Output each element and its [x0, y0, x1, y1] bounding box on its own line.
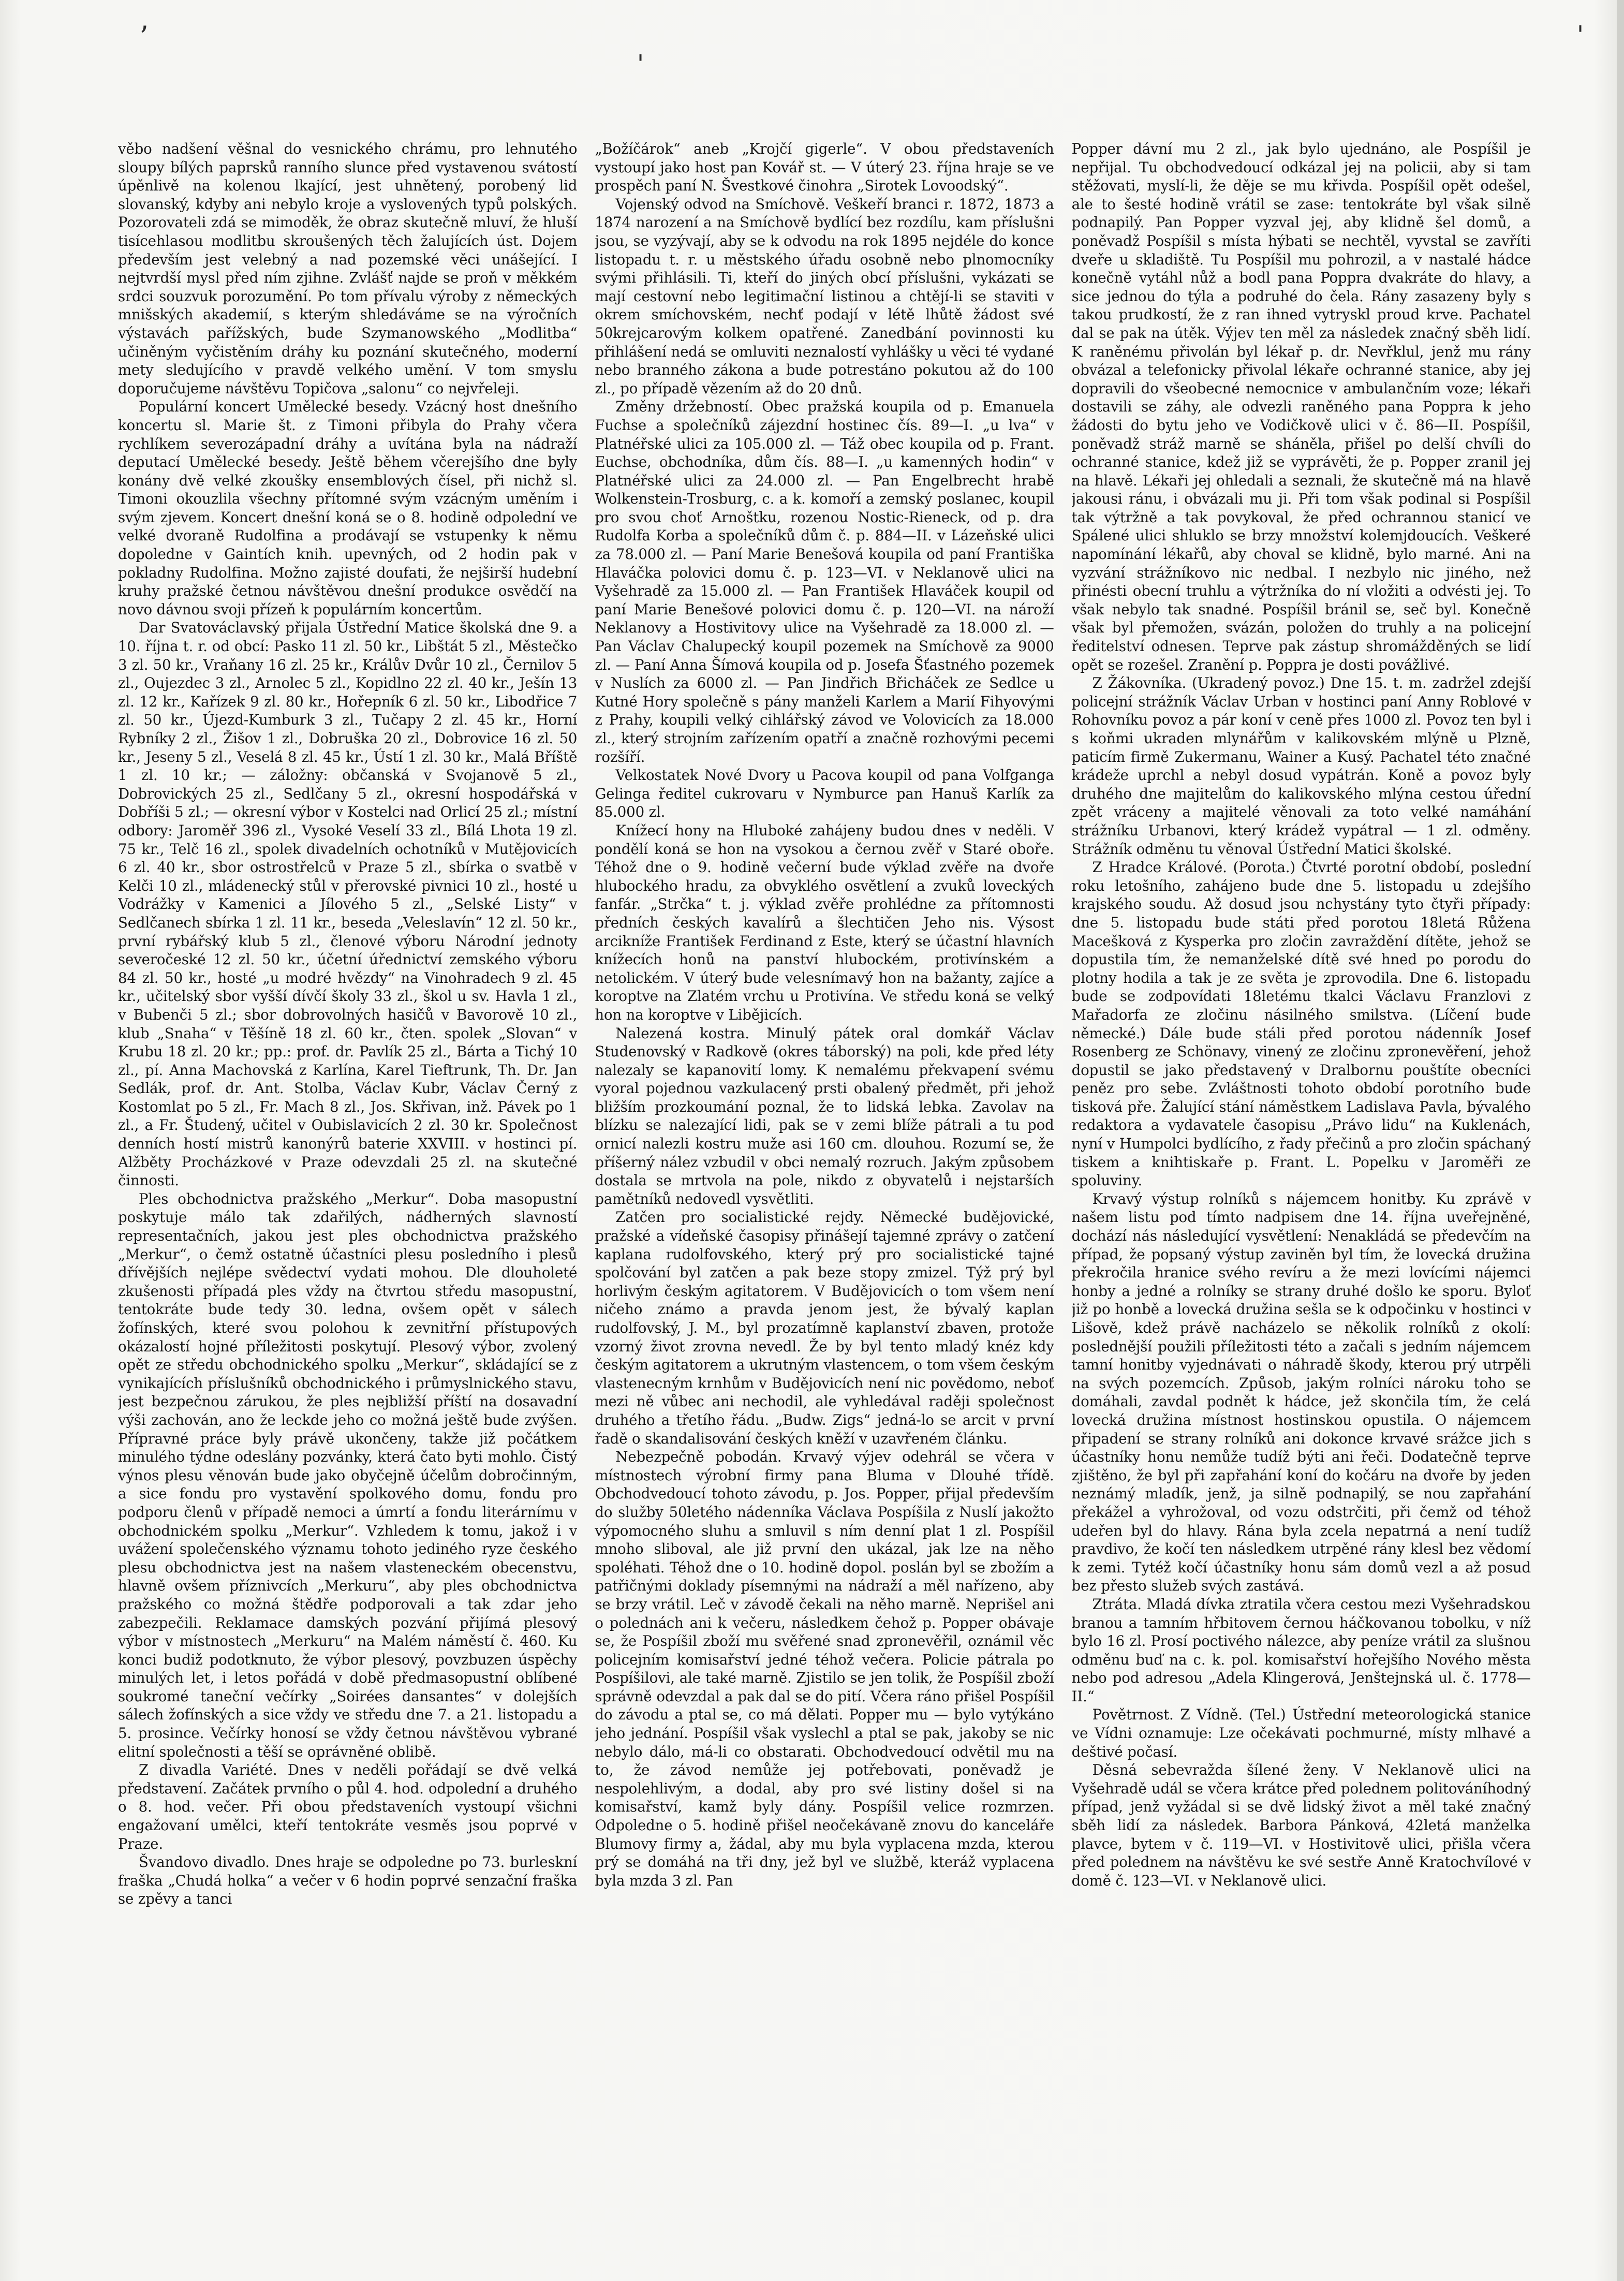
column-middle [595, 140, 1054, 2226]
article-paragraph: Z Hradce Králové. (Porota.) Čtvrté porotní období, poslední roku letošního, zahájeno bude dne 5. listopadu u zdejšího krajského soudu. Až dosud jsou nchystány tyto čtyři případy: dne 5. listopadu bude státi před porotou 18letá Růžena Macešková z Kysperka pro zločin zavraždění dítěte, jehož se dopustila tím, že nemanželské dítě své hned po porodu do plotny hodila a tak je ze světa je zprovodila. Dne 6. listopadu bude se zodpovídati 18letému tkalci Václavu Franzlovi z Mařadorfa ze zločinu násilného smilstva. (Líčení bude německé.) Dále bude stáli před porotou nádenník Josef Rosenberg ze Schönavy, vinený ze zločinu zpronevěření, jehož dopustil se jako představený v Dralbornu pouštíte obecníci peněz pro sebe. Zvláštnosti tohoto období porotního bude tisková pře. Žalující stání náměstkem Ladislava Pavla, bývalého redaktora a vydavatele časopisu „Právo lidu“ na Kuklenách, nyní v Humpolci bydlícího, z řady přečinů a pro zločin spáchaný tiskem a knihtiskaře p. Frant. L. Popelku v Jaroměři ze spoluviny. [1071, 859, 1531, 1189]
article-paragraph: Nebezpečně pobodán. Krvavý výjev odehrál se včera v místnostech výrobní firmy pana Bluma v Dlouhé třídě. Obchodvedoucí tohoto závodu, p. Jos. Popper, přijal především do služby 50letého nádenníka Václava Pospíšila z Nuslí jakožto výpomocného sluhu a smluvil s ním denní plat 1 zl. Pospíšil mnoho sliboval, ale již první den ukázal, jak lze na něho spoléhati. Téhož dne o 10. hodině dopol. poslán byl se zbožím a patřičnými doklady písemnými na nádraží a měl nařízeno, aby se brzy vrátil. Leč v závodě čekali na něho marně. Neprišel ani o polednách ani k večeru, následkem čehož p. Popper obávaje se, že Pospíšil zboží mu svěřené snad zpronevěřil, oznámil věc policejním komisařství jedné téhož večera. Policie pátrala po Pospíšilovi, ale také marně. Zjistilo se jen tolik, že Pospíšil zboží správně odevzdal a pak dal se do pití. Včera ráno přišel Pospíšil do závodu a ptal se, co má dělati. Popper mu — bylo vytýkáno jeho jednání. Pospíšil však vyslechl a ptal se pak, jakoby se nic nebylo dálo, má-li co obstarati. Obchodvedoucí odvětil mu na to, že závod nemůže jej potřebovati, poněvadž je nespolehlivým, a dodal, aby pro své listiny došel si na komisařství, kamž byly dány. Pospíšil velice rozmrzen. Odpoledne o 5. hodině přišel neočekávaně znovu do kanceláře Blumovy firmy a, žádal, aby mu byla vyplacena mzda, kterou prý se domáhá na tři dny, jež byl ve službě, kteráž vyplacena byla mzda 3 zl. Pan [595, 1448, 1054, 1889]
margin-mark: ˈ [637, 50, 644, 82]
article-paragraph: věbo nadšení věšnal do vesnického chrámu, pro lehnutého sloupy bílých paprsků ranního slunce před vystavenou svátostí úpěnlivě na kolenou lkající, jest uhnětený, porobený lid slovanský, kdyby ani nebylo kroje a vyslovených typů polských. Pozorovateli zdá se mimoděk, že obraz skutečně mluví, že hluší tisícehlasou modlitbu skroušených těch žalujících úst. Dojem především jest velebný a nad pozemské věci unášející. I nejtvrdší mysl před ním zjihne. Zvlášť najde se proň v měkkém srdci souzvuk porozumění. Po tom přívalu výroby z německých mnišských akademií, s kterým shledáváme se na výročních výstavách pařížských, bude Szymanowského „Modlitba“ učiněným vyčistěním dráhy ku poznání skutečného, moderní mety sledujícího v pravdě velkého umění. V tom smyslu doporučujeme návštěvu Topičova „salonu“ co nejvřeleji. [118, 140, 578, 397]
article-paragraph: Z divadla Variété. Dnes v neděli pořádají se dvě velká představení. Začátek prvního o půl 4. hod. odpolední a druhého o 8. hod. večer. Při obou představeních vystoupí všichni engažovaní umělci, kteří tentokráte vesměs jsou poprvé v Praze. [118, 1761, 578, 1852]
article-paragraph: Populární koncert Umělecké besedy. Vzácný host dnešního koncertu sl. Marie št. z Timoni přibyla do Prahy včera rychlíkem severozápadní dráhy a uvítána byla na nádraží deputací Umělecké besedy. Ještě během včerejšího dne byly konány dvě velké zkoušky ensemblových čísel, při nichž sl. Timoni okouzlila všechny přítomné svým vzácným uměním i svým zjevem. Koncert dnešní koná se o 8. hodině odpolední ve velké dvoraně Rudolfina a prodávají se vstupenky k němu dopoledne v Gaintích knih. upevných, od 2 hodin pak v pokladny Rudolfina. Možno zajisté doufati, že nejširší hudební kruhy pražské četnou návštěvou dnešní produkce osvědčí na novo dávnou svoji přízeň k populárním koncertům. [118, 398, 578, 618]
article-paragraph: „Božíčárok“ aneb „Krojčí gigerle“. V obou představeních vystoupí jako host pan Kovář st. — V úterý 23. října hraje se ve prospěch paní N. Švestkové činohra „Sirotek Lovoodský“. [595, 140, 1054, 195]
page-edge [1617, 0, 1624, 2281]
article-paragraph: Vojenský odvod na Smíchově. Veškeří branci r. 1872, 1873 a 1874 narození a na Smíchově bydlící bez rozdílu, kam příslušni jsou, se vyzývají, aby se k odvodu na rok 1895 nejdéle do konce listopadu t. r. u městského úřadu osobně nebo plnomocníky svými přihlásili. Ti, kteří do jiných obcí příslušni, vykázati se mají cestovní nebo legitimační listinou a chtějí-li se staviti v okrem smíchovském, nechť podají v létě lhůtě žádost své 50krejcarovým kolkem opatřené. Zanedbání povinnosti ku přihlášení nedá se omluviti neznalostí vyhlášky u věci té vydané nebo branného zákona a bude potrestáno pokutou až do 100 zl., po případě vězením až do 20 dnů. [595, 195, 1054, 397]
column-left [118, 140, 577, 2226]
article-paragraph: Velkostatek Nové Dvory u Pacova koupil od pana Volfganga Gelinga ředitel cukrovaru v Nymburce pan Hanuš Karlík za 85.000 zl. [595, 767, 1054, 821]
article-paragraph: Krvavý výstup rolníků s nájemcem honitby. Ku zprávě v našem listu pod tímto nadpisem dne 14. října uveřejněné, dochází nás následující vysvětlení: Nenakládá se předevčím na případ, že popsaný výstup zaviněn byl tím, že lovecká družina překročila hranice svého revíru a že mezi lovícími nájemci honby a jedné a rolníky se strany druhé došlo ke sporu. Byloť již po honbě a lovecká družina sešla se k odpočinku v hostinci v Lišově, kdež právě nacházelo se několik rolníků z okolí: poslednější použili příležitosti této a začali s jedním nájemcem tamní honitby vyjednávati o náhradě škody, kterou prý utrpěli na svých pozemcích. Způsob, jakým rolníci nároku toho se domáhali, zavdal podnět k hádce, jež skončila tím, že celá lovecká družina místnost hostinskou opustila. O nájemcem připadení se strany rolníků ani dokonce krvavé srážce jich s účastníky honu nemůže tudíž býti ani řeči. Dodatečně teprve zjištěno, že byl při zapřahání koní do kočáru na dvoře by jeden neznámý mladík, jenž, ja silně podnapilý, se nou zapřahání překážel a vyhrožoval, od vozu odstrčiti, při čemž od téhož udeřen byl do hlavy. Rána byla zcela nepatrná a není tudíž pravdivo, že kočí ten následkem utrpěné rány klesl bez vědomí k zemi. Tytéž kočí účastníky honu sám domů vezl a až posud bez přesto služeb svých zastává. [1071, 1190, 1531, 1595]
article-paragraph: Z Žákovníka. (Ukradený povoz.) Dne 15. t. m. zadržel zdejší policejní strážník Václav Urban v hostinci paní Anny Roblové v Rohovníku povoz a pár koní v ceně přes 1000 zl. Povoz ten byl i s koňmi ukraden mlynářům v kalikovském mlýně u Plzně, paticím firmě Zukermanu, Wainer a Kusý. Pachatel této značné krádeže uprchl a nebyl dosud vypátrán. Koně a povoz byly druhého dne majitelům do kalikovského mlýna cestou úřední zpět vráceny a majitelé věnovali za toto velké namáhání strážníku Urbanovi, který krádež vypátral — 1 zl. odměny. Strážník odměnu tu věnoval Ústřední Matici školské. [1071, 674, 1531, 858]
margin-mark: ˈ [1576, 21, 1584, 53]
column-right [1072, 140, 1531, 2226]
article-paragraph: Popper dávní mu 2 zl., jak bylo ujednáno, ale Pospíšil je nepřijal. Tu obchodvedoucí odkázal jej na policii, aby si tam stěžovati, myslí-li, že děje se mu křivda. Pospíšil opět odešel, ale to šesté hodině vrátil se zase: tentokráte byl však silně podnapilý. Pan Popper vyzval jej, aby klidně šel domů, a poněvadž Pospíšil s místa hýbati se nechtěl, vyvstal se zavříti dveře u skladiště. Tu Pospíšil mu pohrozil, a v nastalé hádce konečně vytáhl nůž a bodl pana Poppra dvakráte do hlavy, a sice jednou do týla a podruhé do čela. Rány zasazeny byly s takou prudkostí, že z ran ihned vytryskl proud krve. Pachatel dal se pak na útěk. Výjev ten měl za následek značný sběh lidí. K raněnému přivolán byl lékař p. dr. Nevřklul, jenž mu rány obvázal a telefonicky přivolal lékaře ochranné stanice, aby jej dopravili do všeobecné nemocnice v ambulančním voze; lékaři dostavili se záhy, ale odvezli raněného pana Poppra k jeho žádosti do bytu jeho ve Vodičkově ulici v č. 86—II. Pospíšil, poněvadž stráž marně se sháněla, přišel po delší chvíli do ochranné stanice, kdež již se vyprávěti, že p. Popper zranil jej na hlavě. Lékaři jej ohledali a seznali, že skutečně má na hlavě jakousi ránu, i obvázali mu ji. Při tom však podinal si Pospíšil tak výtržně a tak povykoval, že před ochrannou stanicí ve Spálené ulici shluklo se brzy množství kolemjdoucích. Veškeré napomínání lékařů, aby choval se klidně, bylo marné. Ani na vyzvání strážníkovo nic nedbal. I nezbylo nic jiného, než přinésti obecní truhlu a výtržníka do ní vložiti a odvésti jej. To však nebylo tak snadné. Pospíšil bránil se, seč byl. Konečně však byl přemožen, svázán, položen do truhly a na policejní ředitelství odnesen. Teprve pak zástup shromážděných se lidí opět se rozešel. Zranění p. Poppra je dosti povážlivé. [1071, 140, 1531, 673]
article-paragraph: Ztráta. Mladá dívka ztratila včera cestou mezi Vyšehradskou branou a tamním hřbitovem černou háčkovanou tobolku, v níž bylo 16 zl. Prosí poctivého nálezce, aby peníze vrátil za slušnou odměnu buď na c. k. pol. komisařství hořejšího Nového města nebo pod adresou „Adela Klingerová, Jenštejnská ul. č. 1778—II.“ [1071, 1595, 1531, 1705]
article-paragraph: Dar Svatováclavský přijala Ústřední Matice školská dne 9. a 10. října t. r. od obcí: Pasko 11 zl. 50 kr., Libštát 5 zl., Městečko 3 zl. 50 kr., Vraňany 16 zl. 25 kr., Králův Dvůr 10 zl., Černilov 5 zl., Oujezdec 3 zl., Arnolec 5 zl., Kopidlno 22 zl. 40 kr., Ješín 13 zl. 12 kr., Kařízek 9 zl. 80 kr., Hořepník 6 zl. 50 kr., Libodřice 7 zl. 50 kr., Újezd-Kumburk 3 zl., Tučapy 2 zl. 45 kr., Horní Rybníky 2 zl., Žišov 1 zl., Dobruška 20 zl., Dobrovice 16 zl. 50 kr., Jeseny 5 zl., Veselá 8 zl. 45 kr., Ústí 1 zl. 30 kr., Malá Bříště 1 zl. 10 kr.; — záložny: občanská v Svojanově 5 zl., Dobrovických 25 zl., Sedlčany 5 zl., okresní hospodářská v Dobříši 5 zl.; — okresní výbor v Kostelci nad Orlicí 25 zl.; místní odbory: Jaroměř 396 zl., Vysoké Veselí 33 zl., Bílá Lhota 19 zl. 75 kr., Telč 16 zl., spolek divadelních ochotníků v Mutějovicích 6 zl. 40 kr., sbor ostrostřelců v Praze 5 zl., sbírka o svatbě v Kelči 10 zl., mládenecký stůl v přerovské pivnici 10 zl., hosté u Vodrážky v Kamenici a Jílového 5 zl., „Selské Listy“ v Sedlčanech sbírka 1 zl. 11 kr., beseda „Veleslavín“ 12 zl. 50 kr., první rybářský klub 5 zl., členové výboru Národní jednoty severočeské 12 zl. 50 kr., účetní úřednictví zemského výboru 84 zl. 50 kr., hosté „u modré hvězdy“ na Vinohradech 9 zl. 45 kr., učitelský sbor vyšší dívčí školy 33 zl., škol u sv. Havla 1 zl., v Bubenči 5 zl.; sbor dobrovolných hasičů v Bavorově 10 zl., klub „Snaha“ v Těšíně 18 zl. 60 kr., čten. spolek „Slovan“ v Krubu 18 zl. 20 kr.; pp.: prof. dr. Pavlík 25 zl., Bárta a Tichý 10 zl., pí. Anna Machovská z Karlína, Karel Tieftrunk, Th. Dr. Jan Sedlák, prof. dr. Ant. Stolba, Václav Kubr, Václav Černý z Kostomlat po 5 zl., Fr. Mach 8 zl., Jos. Skřivan, inž. Pávek po 1 zl., a Fr. Študený, učitel v Oubislavicích 2 zl. 30 kr. Společnost denních hostí mistrů kanonýrů baterie XXVIII. v hostinci pí. Alžběty Procházkové v Praze odevzdali 25 zl. na skutečné činnosti. [118, 619, 578, 1189]
article-paragraph: Změny držebností. Obec pražská koupila od p. Emanuela Fuchse a společníků zájezdní hostinec čís. 89—I. „u lva“ v Platnéřské ulici za 105.000 zl. — Táž obec koupila od p. Frant. Euchse, obchodníka, dům čís. 88—I. „u kamenných hodin“ v Platnéřské ulici za 24.000 zl. — Pan Engelbrecht hrabě Wolkenstein-Trosburg, c. a k. komoří a zemský poslanec, koupil pro svou choť Arnoštku, rozenou Nostic-Rieneck, od p. dra Rudolfa Korba a společníků dům č. p. 884—II. v Lázeňské ulici za 78.000 zl. — Paní Marie Benešová koupila od paní Františka Hlaváčka polovici domu č. p. 123—VI. v Neklanově ulici na Vyšehradě za 15.000 zl. — Pan František Hlaváček koupil od paní Marie Benešové polovici domu č. p. 120—VI. na nároží Neklanovy a Hostivitovy ulice na Vyšehradě za 18.000 zl. — Pan Václav Chalupecký koupil pozemek na Smíchově za 9000 zl. — Paní Anna Šímová koupila od p. Josefa Šťastného pozemek v Nuslích za 6000 zl. — Pan Jindřich Břicháček ze Sedlce u Kutné Hory společně s pány manželi Karlem a Marií Fihyovými z Prahy, koupili velký cihlářský závod ve Volovicích za 18.000 zl., který strojním zařízením opatří a značně rozhovými pecemi rozšíří. [595, 398, 1054, 766]
article-paragraph: Zatčen pro socialistické rejdy. Německé budějovické, pražské a vídeňské časopisy přinášejí tajemné zprávy o zatčení kaplana rudolfovského, který prý pro socialistické tajné spolčování byl zatčen a pak beze stopy zmizel. Týž prý byl horlivým českým agitatorem. V Budějovicích o tom všem není ničeho známo a pravda jenom jest, že bývalý kaplan rudolfovský, J. M., byl prozatímně kaplanství zbaven, protože vzorný život zrovna nevedl. Že by byl tento mladý knéz kdy českým agitatorem a ukrutným vlastencem, o tom všem českým vlastenecným krnhům v Budějovicích není nic povědomo, neboť mezi ně vůbec ani nechodil, ale vyhledával raději společnost druhého a třetího řádu. „Budw. Zigs“ jedná-lo se arcit v první řadě o skandalisování českých kněží v uzavřeném článku. [595, 1209, 1054, 1447]
article-paragraph: Děsná sebevražda šílené ženy. V Neklanově ulici na Vyšehradě udál se včera krátce před polednem politováníhodný případ, jenž vyžádal si se dvě lidský život a měl také značný sběh lidí za následek. Barbora Pánková, 42letá manželka plavce, bytem v č. 119—VI. v Hostivitově ulici, přišla včera před polednem na návštěvu ke své sestře Anně Kratochvílové v domě č. 123—VI. v Neklanově ulici. [1071, 1761, 1531, 1889]
article-columns [118, 140, 1531, 2226]
article-paragraph: Švandovo divadlo. Dnes hraje se odpoledne po 73. burleskní fraška „Chudá holka“ a večer v 6 hodin poprvé senzační fraška se zpěvy a tanci [118, 1853, 578, 1908]
article-paragraph: Knížecí hony na Hluboké zahájeny budou dnes v neděli. V pondělí koná se hon na vysokou a černou zvěř v Staré oboře. Téhož dne o 9. hodině večerní bude výklad zvěře na dvoře hlubockého hradu, za obvyklého osvětlení a zvuků loveckých fanfár. „Strčka“ t. j. výklad zvěře prohlédne za přítomnosti předních českých kavalírů a šlechtičen Jeho nis. Výsost arcikníže František Ferdinand z Este, který se účastní hlavních knížecích honů na panství hlubockém, protivínském a netolickém. V úterý bude velesnímavý hon na bažanty, zajíce a koroptve na Zlatém vrchu u Protivína. Ve středu koná se velký hon na koroptve v Libějicích. [595, 821, 1054, 1023]
article-paragraph: Nalezená kostra. Minulý pátek oral domkář Václav Studenovský v Radkově (okres táborský) na poli, kde před léty nalezaly se kapanovití lomy. K nemalému překvapení svému vyoral pojednou vazkulacený prsti obalený předmět, při jehož bližším prozkoumání poznal, že to lidská lebka. Zavolav na blízku se nalezající lidi, pak se v zemi blíže pátrali a tu pod ornicí nalezli kostru muže asi 160 cm. dlouhou. Rozumí se, že příšerný nález vzbudil v obci nemalý rozruch. Jakým způsobem dostala se mrtvola na pole, nikdo z obyvatelů i nejstarších pamětníků nedovedl vysvětliti. [595, 1024, 1054, 1208]
margin-mark: ʼ [139, 21, 148, 53]
article-paragraph: Povětrnost. Z Vídně. (Tel.) Ústřední meteorologická stanice ve Vídni oznamuje: Lze očekávati pochmurné, místy mlhavé a deštivé počasí. [1071, 1706, 1531, 1760]
article-paragraph: Ples obchodnictva pražského „Merkur“. Doba masopustní poskytuje málo tak zdařilých, nádherných slavností representačních, jakou jest ples obchodnictva pražského „Merkur“, o čemž ostatně účastníci plesu posledního i plesů dřívějších nejlépe svědectví vydati mohou. Dle dlouholeté zkušenosti případá ples vždy na čtvrtou středu masopustní, tentokráte bude tedy 30. ledna, ovšem opět v sálech žofínských, které svou polohou k zevnitřní přístupových okázalostí hojné příležitosti poskytují. Plesový výbor, zvolený opět ze středu obchodnického spolku „Merkur“, skládající se z vynikajících příslušníků obchodnického i průmyslnického stavu, jest bezpečnou zárukou, že ples nejbližší příští na dosavadní výši zachován, ano že leckde jeho co možná ještě bude zvýšen. Přípravné práce byly právě ukončeny, takže již počátkem minulého týdne odeslány pozvánky, která čato byti mohlo. Čistý výnos plesu věnován bude jako obyčejně účelům dobročinným, a sice fondu pro vystavění spolkového domu, fondu pro podporu členů v případě nemoci a úmrtí a fondu literárnímu v obchodnickém spolku „Merkur“. Vzhledem k tomu, jakož i v uvážení společenského významu tohoto jediného ryze českého plesu obchodnictva jest na našem vlasteneckém obecenstvu, hlavně ovšem příznivcích „Merkuru“, aby ples obchodnictva pražského co možná štědře podporovali a tak zdar jeho zabezpečili. Reklamace damských pozvání přijímá plesový výbor v místnostech „Merkuru“ na Malém náměstí č. 460. Ku konci budiž podotknuto, že výbor plesový, povzbuzen úspěchy minulých let, i letos pořádá v době předmasopustní oblíbené soukromé taneční večírky „Soirées dansantes“ v dolejších sálech žofínských a sice vždy ve středu dne 7. a 21. listopadu a 5. prosince. Večírky honosí se vždy četnou návštěvou vybrané elitní společnosti a těší se oprávněné oblibě. [118, 1190, 578, 1760]
